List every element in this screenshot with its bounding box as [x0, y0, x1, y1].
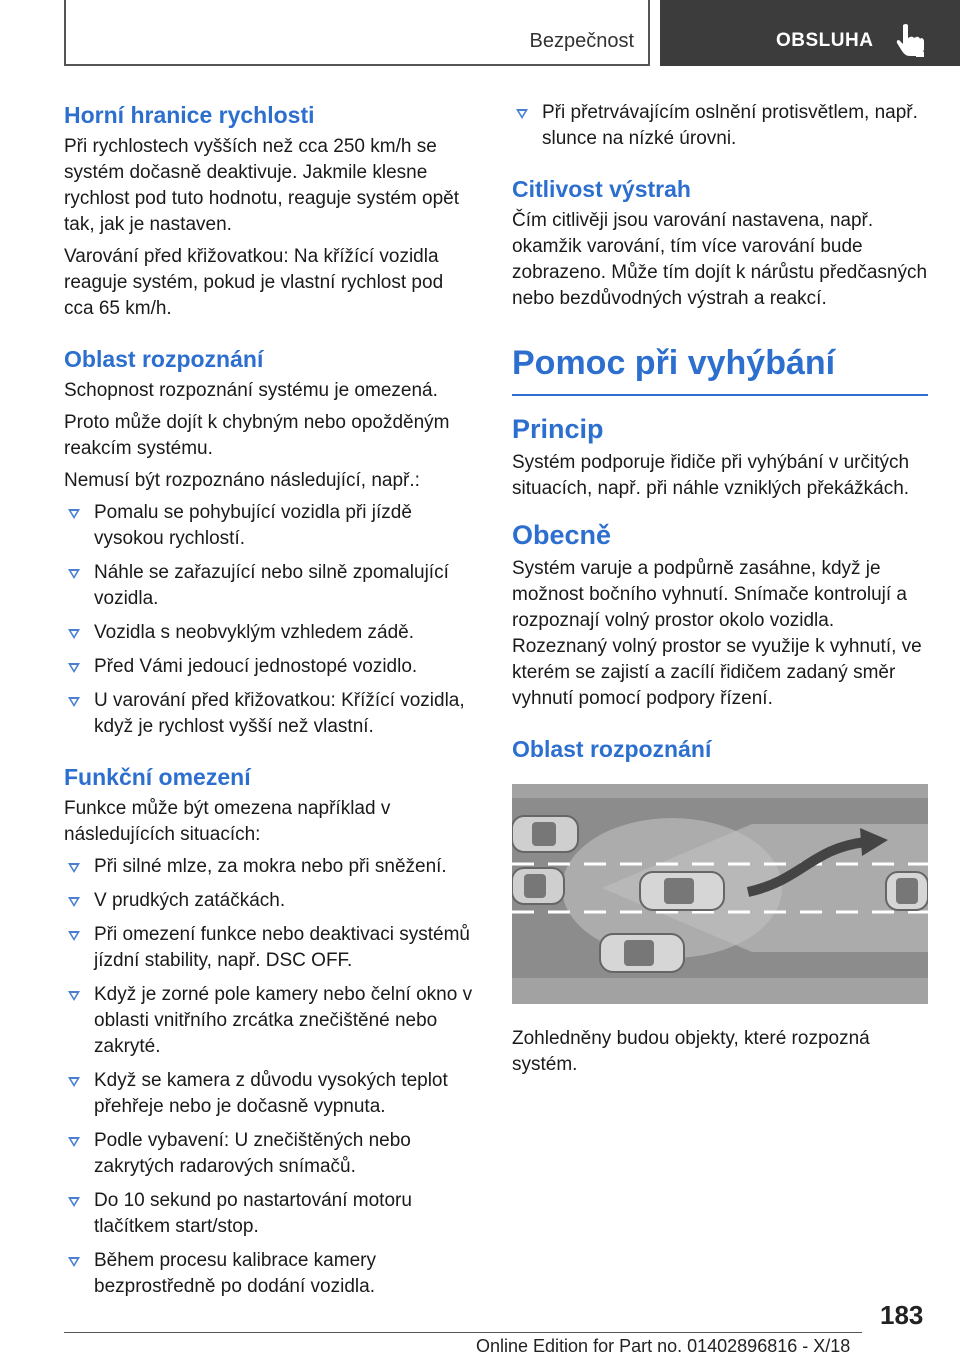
heading-upper-speed-limit: Horní hranice rychlosti	[64, 102, 315, 128]
car-icon	[600, 934, 684, 972]
car-icon	[512, 816, 578, 852]
list-item: Před Vámi jedoucí jednostopé vozidlo.	[64, 654, 476, 680]
list-item: Do 10 sekund po nastartování motoru tlačítkem start/stop.	[64, 1188, 476, 1240]
paragraph: Funkce může být omezena například v následujících situacích:	[64, 798, 391, 845]
list-item: Při přetrvávajícím oslnění protisvětlem, např. slunce na nízké úrovni.	[512, 100, 928, 152]
triangle-bullet-icon	[68, 569, 80, 579]
list-item: Pomalu se pohybující vozidla při jízdě vysokou rychlostí.	[64, 500, 476, 552]
triangle-bullet-icon	[68, 991, 80, 1001]
triangle-bullet-icon	[516, 109, 528, 119]
list-item: U varování před křižovatkou: Křížící vozidla, když je rychlost vyšší než vlastní.	[64, 688, 476, 740]
heading-principle: Princip	[512, 414, 604, 444]
list-item: Když se kamera z důvodu vysokých teplot přehřeje nebo je dočasně vypnuta.	[64, 1068, 476, 1120]
triangle-bullet-icon	[68, 863, 80, 873]
header-chapter-box	[660, 0, 960, 66]
triangle-bullet-icon	[68, 897, 80, 907]
paragraph: Systém podporuje řidiče při vyhýbání v určitých situacích, např. při náhle vzniklých překážkách.	[512, 452, 910, 499]
triangle-bullet-icon	[68, 509, 80, 519]
list-item: Během procesu kalibrace kamery bezprostředně po dodání vozidla.	[64, 1248, 476, 1300]
detection-range-illustration	[512, 784, 928, 1004]
header-section-box	[64, 0, 650, 66]
section-title: Bezpečnost	[529, 30, 634, 52]
bullet-list	[512, 100, 928, 152]
triangle-bullet-icon	[68, 931, 80, 941]
list-item: Při silné mlze, za mokra nebo při sněžení.	[64, 854, 476, 880]
triangle-bullet-icon	[68, 697, 80, 707]
paragraph: Schopnost rozpoznání systému je omezená.	[64, 380, 438, 401]
car-icon	[886, 872, 928, 910]
paragraph: Čím citlivěji jsou varování nastavena, např. okamžik varování, tím více varování bude zobrazeno. Může tím dojít k nárůstu předčasných nebo bezdůvodných výstrah a reakcí.	[512, 210, 928, 309]
paragraph: Nemusí být rozpoznáno následující, např.:	[64, 470, 420, 491]
triangle-bullet-icon	[68, 1137, 80, 1147]
edition-text: Online Edition for Part no. 01402896816 - X/18	[476, 1336, 851, 1356]
heading-detection-range: Oblast rozpoznání	[512, 736, 712, 762]
chapter-title: OBSLUHA	[776, 30, 874, 51]
list-item: Při omezení funkce nebo deaktivaci systémů jízdní stability, např. DSC OFF.	[64, 922, 476, 974]
heading-general: Obecně	[512, 520, 612, 550]
left-column	[64, 100, 476, 1300]
list-item: V prudkých zatáčkách.	[64, 888, 476, 914]
triangle-bullet-icon	[68, 663, 80, 673]
list-item: Vozidla s neobvyklým vzhledem zádě.	[64, 620, 476, 646]
triangle-bullet-icon	[68, 629, 80, 639]
heading-warning-sensitivity: Citlivost výstrah	[512, 176, 691, 202]
triangle-bullet-icon	[68, 1077, 80, 1087]
page-number: 183	[880, 1300, 924, 1330]
list-item: Když je zorné pole kamery nebo čelní okno v oblasti vnitřního zrcátka znečištěné nebo zakryté.	[64, 982, 476, 1060]
bullet-list	[64, 854, 476, 1300]
paragraph: Varování před křižovatkou: Na křížící vozidla reaguje systém, pokud je vlastní rychlost pod cca 65 km/h.	[64, 246, 444, 319]
bullet-list	[64, 500, 476, 740]
car-icon	[512, 868, 564, 904]
paragraph: Proto může dojít k chybným nebo opožděným reakcím systému.	[64, 412, 450, 459]
triangle-bullet-icon	[68, 1257, 80, 1267]
car-icon	[640, 872, 724, 910]
paragraph: Při rychlostech vyšších než cca 250 km/h se systém dočasně deaktivuje. Jakmile klesne rychlost pod tuto hodnotu, reaguje systém opět tak, jak je nastaven.	[64, 136, 460, 235]
triangle-bullet-icon	[68, 1197, 80, 1207]
paragraph: Systém varuje a podpůrně zasáhne, když je možnost bočního vyhnutí. Snímače kontrolují a rozpoznají volný prostor okolo vozidla. Rozeznaný volný prostor se využije k vyhnutí, ve kterém se zajistí a zacílí řidičem zadaný směr vyhnutí pomocí podpory řízení.	[512, 558, 922, 709]
footer-divider	[64, 1332, 862, 1333]
heading-functional-limits: Funkční omezení	[64, 764, 251, 790]
list-item: Náhle se zařazující nebo silně zpomalující vozidla.	[64, 560, 476, 612]
figure-caption: Zohledněny budou objekty, které rozpozná systém.	[512, 1028, 870, 1075]
list-item: Podle vybavení: U znečištěných nebo zakrytých radarových snímačů.	[64, 1128, 476, 1180]
chapter-heading-evasion-aid: Pomoc při vyhýbání	[512, 342, 928, 396]
heading-detection-range: Oblast rozpoznání	[64, 346, 264, 372]
pointing-hand-icon	[894, 22, 928, 58]
right-column	[512, 100, 928, 1084]
